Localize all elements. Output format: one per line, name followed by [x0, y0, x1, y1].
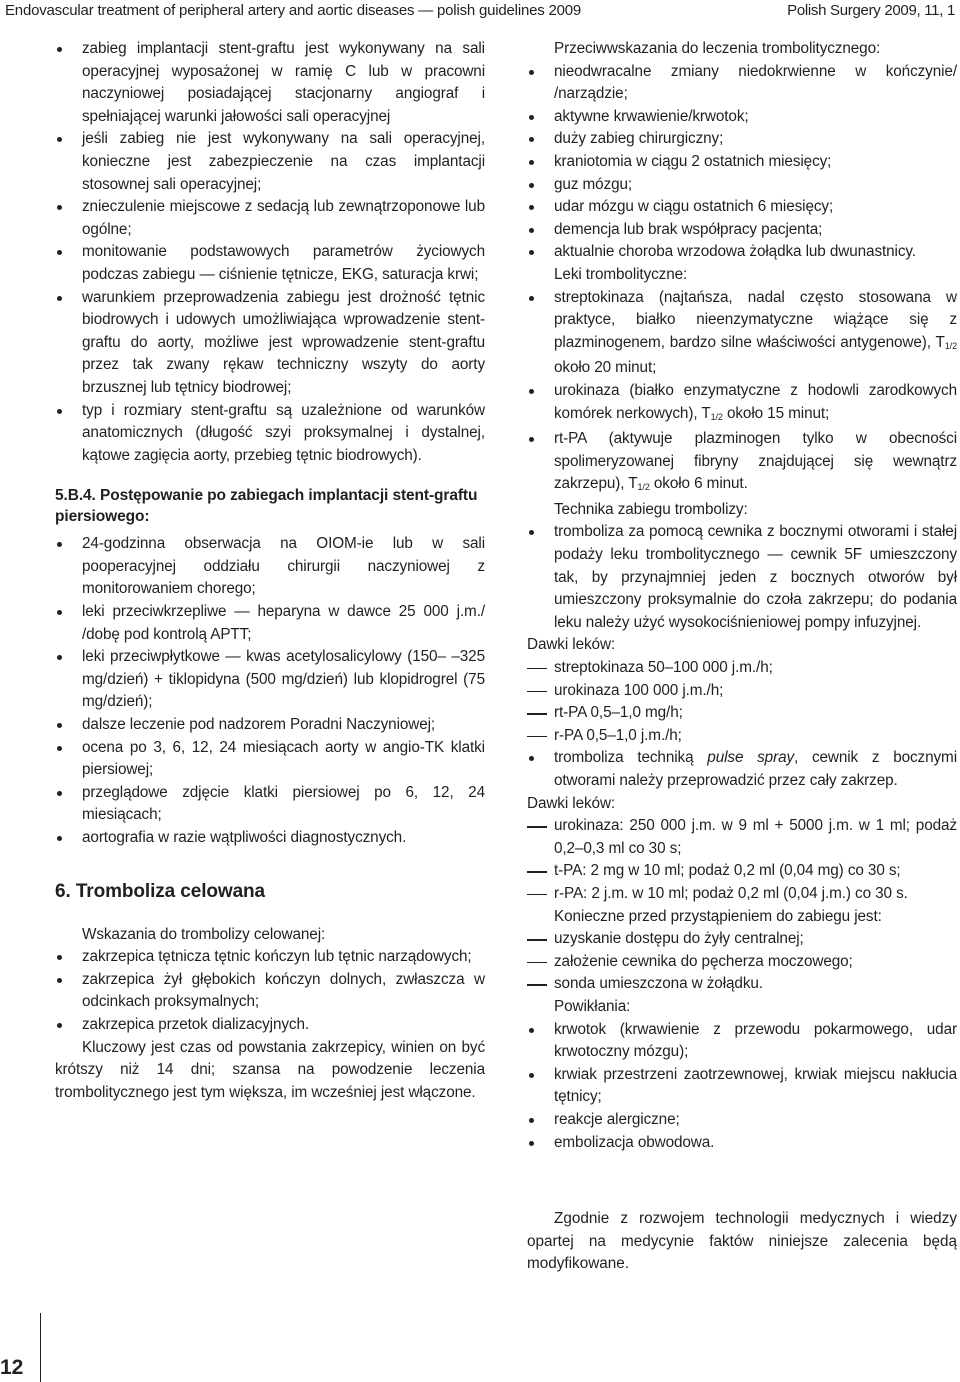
list-item: tromboliza za pomocą cewnika z bocznymi otworami i stałej podaży leku trombolitycznego — cewnik 5F umieszczony tak, by przynajmniej jeden z bocznych otworów był umieszczony proksymalnie do czoła zakrzepu; do podania leku należy użyć wysokociśnieniowej pompy infuzyjnej.	[527, 521, 957, 634]
prerequisites-list	[527, 928, 957, 996]
complications-heading: Powikłania:	[554, 997, 631, 1015]
list-item: typ i rozmiary stent-graftu są uzależnione od warunków anatomicznych (długość szyi proksymalnej i dystalnej, kątowe zagięcia aorty, przebieg tętnic biodrowych).	[55, 400, 485, 468]
list-item	[527, 287, 957, 380]
list-item	[527, 747, 957, 792]
technique-list-2	[527, 747, 957, 792]
list-item: kraniotomia w ciągu 2 ostatnich miesięcy;	[527, 151, 957, 174]
list-item: t-PA: 2 mg w 10 ml; podaż 0,2 ml (0,04 mg) co 30 s;	[527, 860, 957, 883]
list-item: udar mózgu w ciągu ostatnich 6 miesięcy;	[527, 196, 957, 219]
thrombolytic-drugs-list	[527, 287, 957, 499]
list-item: przeglądowe zdjęcie klatki piersiowej po 6, 12, 24 miesiącach;	[55, 782, 485, 827]
list-item: aortografia w razie wątpliwości diagnostycznych.	[55, 827, 485, 850]
list-item: embolizacja obwodowa.	[527, 1132, 957, 1155]
technique-text-tail: , cewnik z bocznymi otworami należy przeprowadzić przez cały zakrzep.	[554, 749, 957, 789]
technique-text: tromboliza techniką	[554, 749, 708, 767]
list-item: monitowanie podstawowych parametrów życiowych podczas zabiegu — ciśnienie tętnicze, EKG, saturacja krwi;	[55, 241, 485, 286]
complications-list	[527, 1019, 957, 1155]
list-item: założenie cewnika do pęcherza moczowego;	[527, 951, 957, 974]
list-item: urokinaza 100 000 j.m./h;	[527, 680, 957, 703]
list-item: krwiak przestrzeni zaotrzewnowej, krwiak miejscu nakłucia tętnicy;	[527, 1064, 957, 1109]
left-column	[55, 38, 485, 1104]
list-item: nieodwracalne zmiany niedokrwienne w kończynie/ /narządzie;	[527, 61, 957, 106]
drug-tail: około 6 minut.	[649, 475, 748, 493]
technique-list	[527, 521, 957, 634]
prerequisites-heading: Konieczne przed przystąpieniem do zabiegu jest:	[554, 907, 882, 925]
list-item: warunkiem przeprowadzenia zabiegu jest drożność tętnic biodrowych i udowych umożliwiająca wprowadzenie stent-graftu do aorty, możliwe jest wprowadzenie stent-graftu przez tak zwany rękaw techniczny wszyty do aorty brzusznej lub tętnicy biodrowej;	[55, 287, 485, 400]
page-number-rule	[40, 1313, 41, 1382]
right-column	[527, 38, 957, 1154]
indications-list	[55, 946, 485, 1036]
list-item: demencja lub brak współpracy pacjenta;	[527, 219, 957, 242]
drug-text: streptokinaza (najtańsza, nadal często stosowana w praktyce, białko nieenzymatyczne wiążące się z plazminogenem, bardzo silne właściwości antygenowe), T	[554, 288, 957, 351]
doses-heading: Dawki leków:	[527, 636, 616, 654]
list-item: zakrzepica przetok dializacyjnych.	[55, 1014, 485, 1037]
list-item	[527, 380, 957, 428]
list-item: rt-PA 0,5–1,0 mg/h;	[527, 702, 957, 725]
list-item: znieczulenie miejscowe z sedacją lub zewnątrzoponowe lub ogólne;	[55, 196, 485, 241]
half-life-subscript: 1/2	[944, 340, 957, 351]
list-item: ocena po 3, 6, 12, 24 miesiącach aorty w angio-TK klatki piersiowej;	[55, 737, 485, 782]
list-item: jeśli zabieg nie jest wykonywany na sali operacyjnej, konieczne jest zabezpieczenie na czas implantacji stosownej sali operacyjnej;	[55, 128, 485, 196]
list-item: leki przeciwkrzepliwe — heparyna w dawce 25 000 j.m./ /dobę pod kontrolą APTT;	[55, 601, 485, 646]
list-item: r-PA 0,5–1,0 j.m./h;	[527, 725, 957, 748]
list-item: guz mózgu;	[527, 174, 957, 197]
doses-list-2	[527, 815, 957, 905]
list-item: streptokinaza 50–100 000 j.m./h;	[527, 657, 957, 680]
half-life-subscript: 1/2	[710, 411, 723, 422]
half-life-subscript: 1/2	[637, 482, 650, 493]
list-item: leki przeciwpłytkowe — kwas acetylosalicylowy (150– –325 mg/dzień) + tiklopidyna (500 mg/dzień) lub klopidrogrel (75 mg/dzień);	[55, 646, 485, 714]
list-item: zabieg implantacji stent-graftu jest wykonywany na sali operacyjnej wyposażonej w ramię C lub w pracowni naczyniowej posiadającej stacjonarny angiograf i spełniającej warunki jałowości sali operacyjnej	[55, 38, 485, 128]
list-item: urokinaza: 250 000 j.m. w 9 ml + 5000 j.m. w 1 ml; podaż 0,2–0,3 ml co 30 s;	[527, 815, 957, 860]
running-header-journal: Polish Surgery 2009, 11, 1	[787, 2, 955, 19]
technique-emphasis: pulse spray	[707, 749, 795, 767]
list-item: uzyskanie dostępu do żyły centralnej;	[527, 928, 957, 951]
list-item: krwotok (krwawienie z przewodu pokarmowego, udar krwotoczny mózgu);	[527, 1019, 957, 1064]
running-header-title: Endovascular treatment of peripheral artery and aortic diseases — polish guidelines 2009	[5, 2, 582, 19]
doses-heading-2: Dawki leków:	[527, 794, 616, 812]
list-item: 24-godzinna obserwacja na OIOM-ie lub w sali pooperacyjnej oddziału chirurgii naczyniowej z monitorowaniem chorego;	[55, 533, 485, 601]
list-item	[527, 428, 957, 499]
list-item: zakrzepica żył głębokich kończyn dolnych, zwłaszcza w odcinkach proksymalnych;	[55, 969, 485, 1014]
doses-list	[527, 657, 957, 747]
contraindications-list	[527, 61, 957, 264]
key-paragraph: Kluczowy jest czas od powstania zakrzepicy, winien on być krótszy niż 14 dni; szansa na powodzenie leczenia trombolitycznego jest tym większa, im wcześniej jest włączone.	[55, 1038, 485, 1101]
list-item: reakcje alergiczne;	[527, 1109, 957, 1132]
drug-text: rt-PA (aktywuje plazminogen tylko w obecności spolimeryzowanej fibryny znajdującej się wewnątrz zakrzepu), T	[554, 430, 957, 493]
drug-tail: około 20 minut;	[554, 359, 657, 377]
drug-text: urokinaza (białko enzymatyczne z hodowli zarodkowych komórek nerkowych), T	[554, 381, 957, 422]
list-item: duży zabieg chirurgiczny;	[527, 128, 957, 151]
subsection-heading: 5.B.4. Postępowanie po zabiegach implantacji stent-graftu piersiowego:	[55, 487, 478, 526]
list-item: aktualnie choroba wrzodowa żołądka lub dwunastnicy.	[527, 241, 957, 264]
list-item: r-PA: 2 j.m. w 10 ml; podaż 0,2 ml (0,04 j.m.) co 30 s.	[527, 883, 957, 906]
technique-heading: Technika zabiegu trombolizy:	[554, 500, 748, 518]
contraindications-heading: Przeciwwskazania do leczenia trombolitycznego:	[554, 40, 881, 57]
section-heading: 6. Tromboliza celowana	[55, 880, 266, 902]
thrombolytic-drugs-heading: Leki trombolityczne:	[554, 265, 688, 283]
procedure-conditions-list	[55, 38, 485, 467]
closing-note: Zgodnie z rozwojem technologii medycznych i wiedzy opartej na medycynie faktów niniejsze zalecenia będą modyfikowane.	[527, 1210, 957, 1273]
list-item: sonda umieszczona w żołądku.	[527, 973, 957, 996]
indications-heading: Wskazania do trombolizy celowanej:	[82, 925, 326, 943]
list-item: dalsze leczenie pod nadzorem Poradni Naczyniowej;	[55, 714, 485, 737]
page-number: 12	[0, 1356, 24, 1379]
list-item: aktywne krwawienie/krwotok;	[527, 106, 957, 129]
drug-tail: około 15 minut;	[722, 404, 830, 422]
list-item: zakrzepica tętnicza tętnic kończyn lub tętnic narządowych;	[55, 946, 485, 969]
postoperative-list	[55, 533, 485, 849]
